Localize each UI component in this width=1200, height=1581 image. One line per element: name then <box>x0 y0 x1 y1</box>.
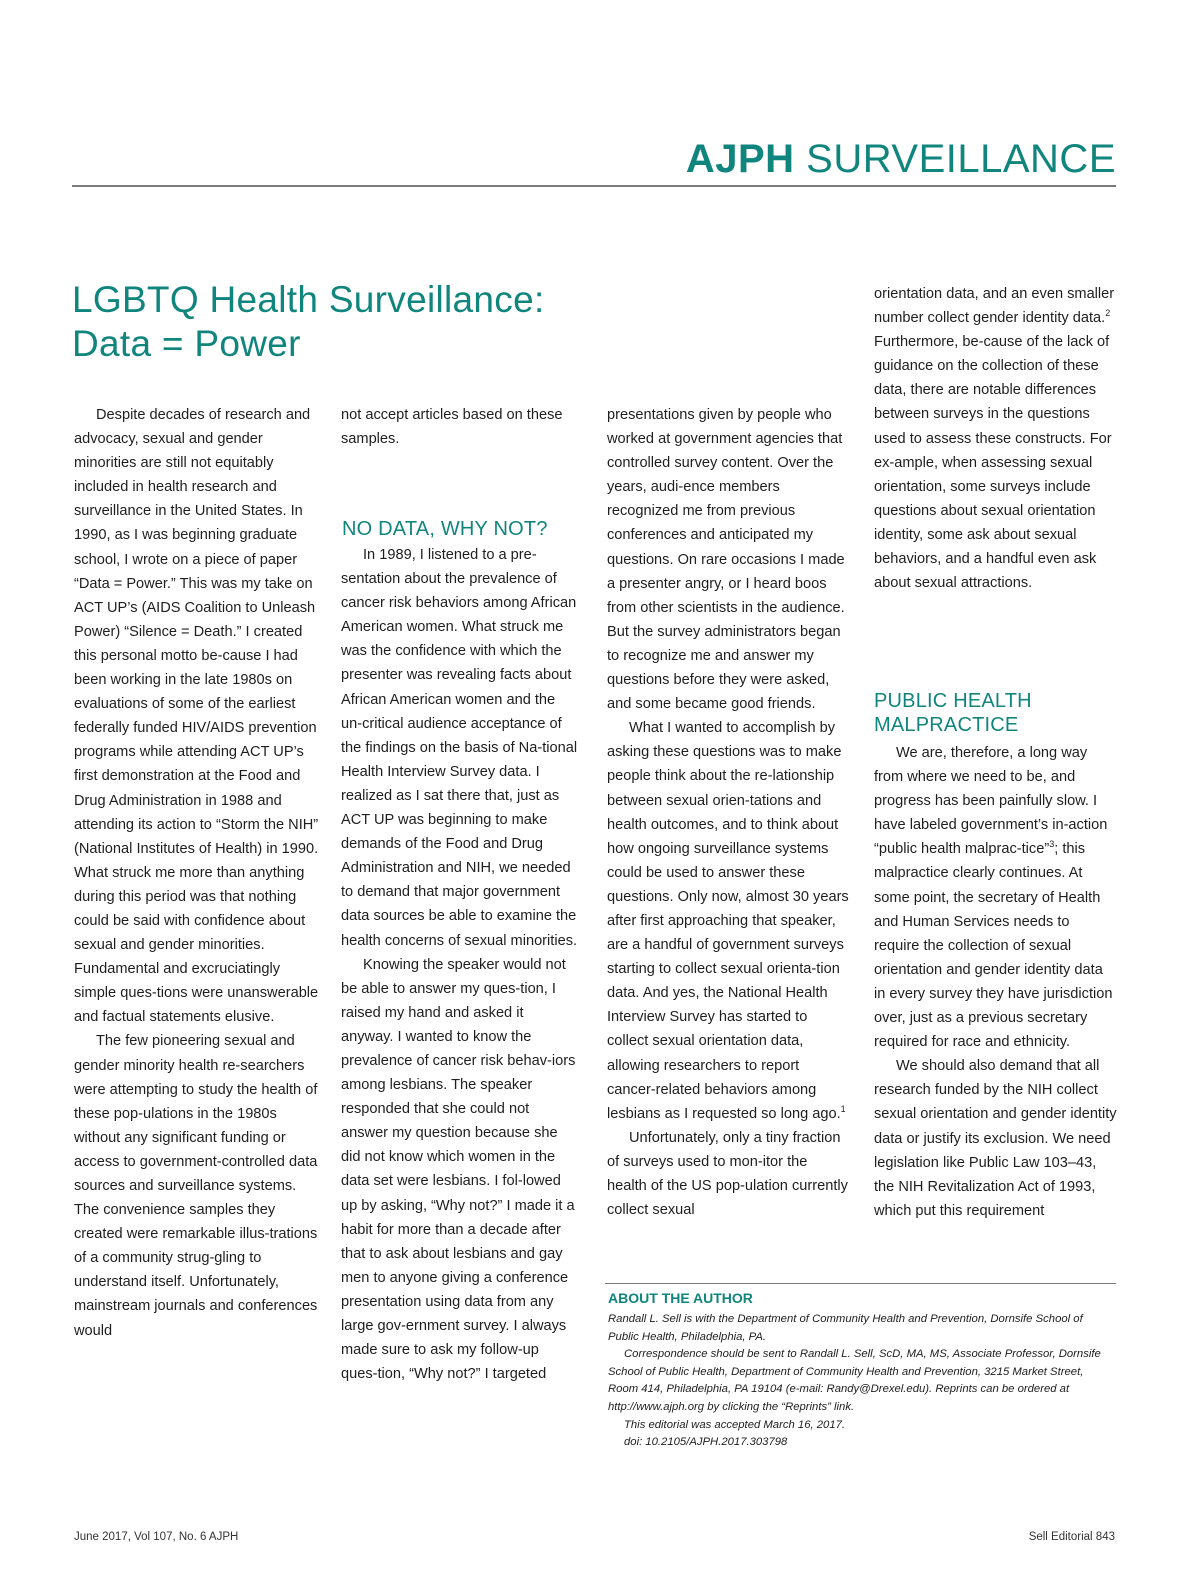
paragraph-text: What I wanted to accomplish by asking these questions was to make people think about the re-lationship between sexual orien-tations and health outcomes, and to think about how ongoing surveillance systems could be used to answer these questions. Only now, almost 30 years after first approaching that speaker, are a handful of government surveys starting to collect sexual orienta-tion data. And yes, the National Health Interview Survey has started to collect sexual orientation data, allowing researchers to report cancer-related behaviors among lesbians as I requested so long ago. <box>607 720 849 1122</box>
doi[interactable]: doi: 10.2105/AJPH.2017.303798 <box>624 1436 788 1449</box>
article-title-line2: Data = Power <box>72 323 301 364</box>
section-header-journal: AJPH <box>685 137 795 181</box>
paragraph: Despite decades of research and advocacy, sexual and gender minorities are still not equitably included in health research and surveillance in the United States. In 1990, as I was beginning graduate school, I wrote on a piece of paper “Data = Power.” This was my take on ACT UP’s (AIDS Coalition to Unleash Power) “Silence = Death.” I created this personal motto be-cause I had been working in the late 1980s on evaluations of some of the earliest federally funded HIV/AIDS prevention programs while attending ACT UP’s first demonstration at the Food and Drug Administration in 1988 and attending its action to “Storm the NIH” (National Institutes of Health) in 1990. What struck me more than anything during this period was that nothing could be said with confidence about sexual and gender minorities. Fundamental and excruciatingly simple ques-tions were unanswerable and factual statements elusive. <box>74 407 319 1026</box>
paragraph: Unfortunately, only a tiny fraction of surveys used to mon-itor the health of the US pop-ulation currently collect sexual <box>607 1129 848 1219</box>
paragraph-text: ; this malpractice clearly continues. At some point, the secretary of Health and Human Services needs to require the collection of sexual orientation and gender identity data in every survey they have jurisdiction over, just as a previous secretary required for race and ethnicity. <box>874 841 1113 1051</box>
about-author <box>608 1311 1113 1452</box>
body-column-4 <box>874 741 1118 1223</box>
paragraph <box>874 741 1118 1054</box>
author-correspondence: Correspondence should be sent to Randall L. Sell, ScD, MA, MS, Associate Professor, Dornsife School of Public Health, Department of Community Health and Prevention, 3215 Market Street, Room 414, Philadelphia, PA 19104 (e-mail: Randy@Drexel.edu). Reprints can be ordered at http://www.ajph.org by clicking the “Reprints” link. <box>608 1348 1101 1413</box>
paragraph: Knowing the speaker would not be able to answer my ques-tion, I raised my hand and asked it anyway. I wanted to know the prevalence of cancer risk behav-iors among lesbians. The speaker responded that she could not answer my question because she did not know which women in the data set were lesbians. I fol-lowed up by asking, “Why not?” I made it a habit for more than a decade after that to ask about lesbians and gay men to anyone giving a conference presentation using data from any large gov-ernment survey. I always made sure to ask my follow-up ques-tion, “Why not?” I targeted <box>341 956 576 1383</box>
footer-page: Sell Editorial 843 <box>1028 1531 1115 1543</box>
about-author-heading: ABOUT THE AUTHOR <box>608 1290 753 1306</box>
paragraph <box>607 716 851 1126</box>
section-header-name: SURVEILLANCE <box>806 137 1116 181</box>
subheading-malpractice <box>874 689 1114 737</box>
paragraph-text: Furthermore, be-cause of the lack of guidance on the collection of these data, there are notable differences between surveys in the questions used to assess these constructs. For ex-ample, when assessing sexual orientation, some surveys include questions about sexual orientation identity, some ask about sexual behaviors, and a handful even ask about sexual attractions. <box>874 334 1112 592</box>
section-header <box>686 137 1116 182</box>
paragraph-text: orientation data, and an even smaller number collect gender identity data. <box>874 286 1115 327</box>
subheading-no-data: NO DATA, WHY NOT? <box>342 518 548 540</box>
article-title <box>72 278 712 366</box>
author-affiliation: Randall L. Sell is with the Department of Community Health and Prevention, Dornsife School of Public Health, Philadelphia, PA. <box>608 1313 1083 1343</box>
paragraph <box>874 282 1118 595</box>
header-divider <box>72 185 1116 187</box>
body-column-4-top <box>874 282 1118 595</box>
about-divider <box>605 1283 1116 1284</box>
article-title-line1: LGBTQ Health Surveillance: <box>72 279 545 320</box>
paragraph-text: We are, therefore, a long way from where we need to be, and progress has been painfully slow. I have labeled government’s in-action “public health malprac-tice” <box>874 745 1108 858</box>
paragraph: not accept articles based on these samples. <box>341 407 563 448</box>
subheading-line1: PUBLIC HEALTH <box>874 690 1032 712</box>
paragraph: The few pioneering sexual and gender minority health re-searchers were attempting to study the health of these pop-ulations in the 1980s without any significant funding or access to government-controlled data sources and surveillance systems. The convenience samples they created were remarkable illus-trations of a community strug-gling to understand itself. Unfortunately, mainstream journals and conferences would <box>74 1033 318 1339</box>
footer-issue: June 2017, Vol 107, No. 6 AJPH <box>74 1531 239 1543</box>
body-column-1 <box>74 403 322 1343</box>
body-column-2-top <box>341 403 579 451</box>
paragraph: In 1989, I listened to a pre-sentation about the prevalence of cancer risk behaviors among African American women. What struck me was the confidence with which the presenter was revealing facts about African American women and the un-critical audience acceptance of the findings on the basis of Na-tional Health Interview Survey data. I realized as I sat there that, just as ACT UP was beginning to make demands of the Food and Drug Administration and NIH, we needed to demand that major government data sources be able to examine the health concerns of sexual minorities. <box>341 547 578 949</box>
reference-marker[interactable]: 1 <box>840 1103 846 1114</box>
paragraph: presentations given by people who worked at government agencies that controlled survey content. Over the years, audi-ence members recognized me from previous conferences and anticipated my questions. On rare occasions I made a presenter angry, or I heard boos from other scientists in the audience. But the survey administrators began to recognize me and answer my questions before they were asked, and some became good friends. <box>607 407 845 713</box>
body-column-3 <box>607 403 851 1222</box>
body-column-2 <box>341 543 579 1386</box>
reference-marker[interactable]: 3 <box>1049 839 1055 850</box>
paragraph: We should also demand that all research funded by the NIH collect sexual orientation and gender identity data or justify its exclusion. We need legislation like Public Law 103–43, the NIH Revitalization Act of 1993, which put this requirement <box>874 1058 1117 1219</box>
subheading-line2: MALPRACTICE <box>874 714 1019 736</box>
accepted-date: This editorial was accepted March 16, 2017. <box>624 1418 846 1431</box>
reference-marker[interactable]: 2 <box>1105 308 1111 319</box>
